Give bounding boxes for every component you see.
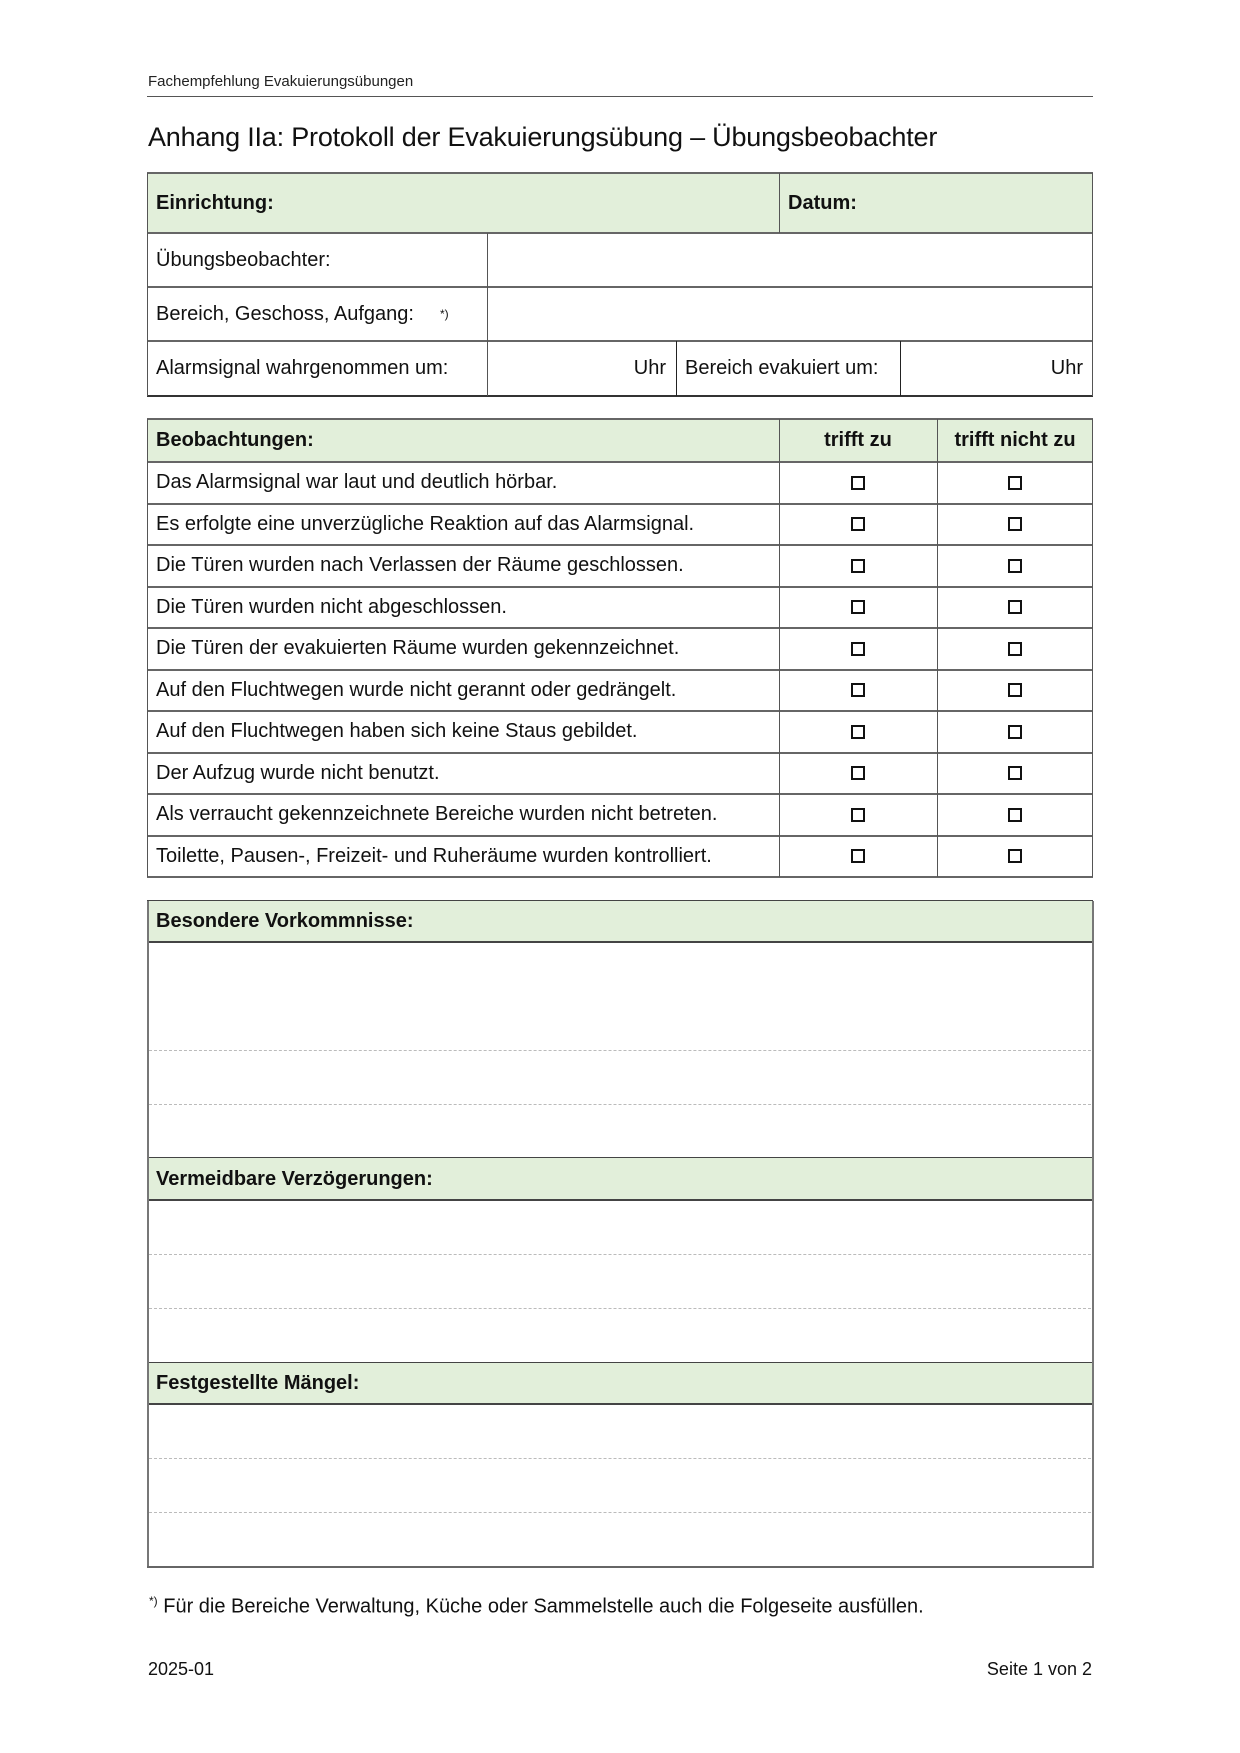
trifft-zu-checkbox[interactable] — [851, 559, 865, 573]
footnote-marker: *) — [149, 1594, 158, 1608]
trifft-nicht-zu-checkbox[interactable] — [1008, 683, 1022, 697]
trifft-nicht-zu-checkbox[interactable] — [1008, 642, 1022, 656]
trifft-zu-checkbox[interactable] — [851, 808, 865, 822]
remarks-section-title: Vermeidbare Verzögerungen: — [156, 1167, 433, 1190]
evakuiert-label-cell — [676, 341, 900, 396]
trifft-zu-cell — [779, 504, 937, 546]
border — [1092, 173, 1093, 396]
remarks-section-header — [147, 901, 1093, 942]
observation-text: Auf den Fluchtwegen haben sich keine Staus gebildet. — [156, 720, 638, 743]
page-title: Anhang IIa: Protokoll der Evakuierungsübung – Übungsbeobachter — [148, 122, 938, 152]
border — [1092, 901, 1094, 1568]
trifft-nicht-zu-cell — [937, 628, 1093, 670]
trifft-nicht-zu-cell — [937, 587, 1093, 629]
border — [147, 876, 1093, 878]
trifft-nicht-zu-checkbox[interactable] — [1008, 517, 1022, 531]
dashed-divider — [149, 1458, 1091, 1459]
observation-text: Die Türen wurden nach Verlassen der Räume geschlossen. — [156, 554, 684, 577]
col-yes-label: trifft zu — [824, 429, 892, 451]
observation-text-cell — [147, 670, 779, 712]
remarks-section-header — [147, 1363, 1093, 1404]
trifft-zu-cell — [779, 587, 937, 629]
trifft-zu-cell — [779, 711, 937, 753]
trifft-nicht-zu-cell — [937, 670, 1093, 712]
footnote — [148, 1594, 924, 1619]
trifft-zu-cell — [779, 670, 937, 712]
trifft-zu-checkbox[interactable] — [851, 517, 865, 531]
footnote-text: Für die Bereiche Verwaltung, Küche oder Sammelstelle auch die Folgeseite ausfüllen. — [163, 1595, 924, 1618]
einrichtung-label-cell[interactable] — [147, 173, 779, 233]
trifft-nicht-zu-cell — [937, 711, 1093, 753]
border — [676, 341, 677, 396]
footer-page-number: Seite 1 von 2 — [986, 1659, 1092, 1679]
observation-text-cell — [147, 504, 779, 546]
border — [147, 418, 1093, 420]
observation-text-cell — [147, 587, 779, 629]
trifft-zu-checkbox[interactable] — [851, 766, 865, 780]
trifft-nicht-zu-checkbox[interactable] — [1008, 476, 1022, 490]
border — [147, 232, 1093, 234]
observation-text-cell — [147, 836, 779, 878]
border — [147, 1566, 1093, 1568]
observation-text: Die Türen wurden nicht abgeschlossen. — [156, 595, 507, 618]
evakuiert-time-input[interactable] — [900, 341, 1093, 396]
footnote-marker: *) — [439, 307, 449, 321]
remarks-input-line[interactable] — [149, 1458, 1091, 1512]
observation-text: Die Türen der evakuierten Räume wurden gekennzeichnet. — [156, 637, 680, 660]
trifft-nicht-zu-checkbox[interactable] — [1008, 725, 1022, 739]
border — [779, 173, 780, 233]
trifft-zu-cell — [779, 753, 937, 795]
dashed-divider — [149, 1104, 1091, 1105]
observation-text: Das Alarmsignal war laut und deutlich hörbar. — [156, 471, 558, 494]
border — [900, 341, 901, 396]
trifft-nicht-zu-checkbox[interactable] — [1008, 766, 1022, 780]
col-header-yes — [779, 419, 937, 462]
observation-text: Auf den Fluchtwegen wurde nicht gerannt oder gedrängelt. — [156, 678, 677, 701]
remarks-input-line[interactable] — [149, 1104, 1091, 1158]
observation-text-cell — [147, 462, 779, 504]
remarks-section-title: Besondere Vorkommnisse: — [156, 910, 414, 932]
alarm-time-input[interactable] — [487, 341, 676, 396]
beobachter-label: Übungsbeobachter: — [156, 248, 331, 271]
trifft-zu-checkbox[interactable] — [851, 642, 865, 656]
footer-version: 2025-01 — [148, 1659, 215, 1679]
beobachter-input[interactable] — [487, 233, 1093, 287]
observation-text-cell — [147, 753, 779, 795]
remarks-input-line[interactable] — [149, 1050, 1091, 1104]
trifft-zu-checkbox[interactable] — [851, 683, 865, 697]
trifft-zu-cell — [779, 628, 937, 670]
alarm-label: Alarmsignal wahrgenommen um: — [156, 357, 449, 379]
einrichtung-label: Einrichtung: — [156, 191, 274, 214]
border — [937, 419, 938, 877]
border — [147, 901, 149, 1568]
observation-text: Als verraucht gekennzeichnete Bereiche wurden nicht betreten. — [156, 803, 718, 826]
remarks-input-line[interactable] — [149, 1308, 1091, 1363]
observations-header — [147, 419, 779, 462]
border — [1092, 419, 1093, 877]
border — [147, 286, 1093, 288]
trifft-zu-checkbox[interactable] — [851, 600, 865, 614]
trifft-zu-checkbox[interactable] — [851, 476, 865, 490]
col-no-label: trifft nicht zu — [954, 429, 1076, 451]
evakuiert-label: Bereich evakuiert um: — [685, 357, 879, 379]
observations-header-label: Beobachtungen: — [156, 429, 314, 451]
border — [487, 233, 488, 396]
border — [147, 173, 148, 396]
alarm-unit: Uhr — [633, 357, 666, 379]
trifft-nicht-zu-cell — [937, 504, 1093, 546]
border — [147, 461, 1093, 463]
trifft-nicht-zu-cell — [937, 545, 1093, 587]
remarks-section-header — [147, 1158, 1093, 1200]
observation-text: Es erfolgte eine unverzügliche Reaktion auf das Alarmsignal. — [156, 512, 695, 535]
bereich-label-cell — [147, 287, 487, 341]
observation-text-cell — [147, 628, 779, 670]
datum-label: Datum: — [788, 191, 857, 214]
bereich-input[interactable] — [487, 287, 1093, 341]
border — [147, 172, 1093, 174]
dashed-divider — [149, 1254, 1091, 1255]
remarks-input-line[interactable] — [149, 1512, 1091, 1567]
trifft-zu-cell — [779, 836, 937, 878]
border — [147, 419, 148, 877]
bereich-label: Bereich, Geschoss, Aufgang: — [156, 302, 414, 325]
remarks-input-line[interactable] — [149, 1254, 1091, 1308]
trifft-nicht-zu-cell — [937, 753, 1093, 795]
header-divider — [147, 96, 1093, 97]
observation-text: Toilette, Pausen-, Freizeit- und Ruheräume wurden kontrolliert. — [156, 844, 712, 867]
trifft-nicht-zu-checkbox[interactable] — [1008, 849, 1022, 863]
trifft-zu-checkbox[interactable] — [851, 725, 865, 739]
trifft-zu-checkbox[interactable] — [851, 849, 865, 863]
trifft-nicht-zu-cell — [937, 794, 1093, 836]
datum-label-cell[interactable] — [779, 173, 1093, 233]
running-header: Fachempfehlung Evakuierungsübungen — [148, 73, 414, 90]
beobachter-label-cell — [147, 233, 487, 287]
remarks-input-line[interactable] — [149, 1404, 1091, 1458]
dashed-divider — [149, 1512, 1091, 1513]
observation-text-cell — [147, 711, 779, 753]
col-header-no — [937, 419, 1093, 462]
observation-text-cell — [147, 794, 779, 836]
trifft-nicht-zu-checkbox[interactable] — [1008, 600, 1022, 614]
trifft-zu-cell — [779, 545, 937, 587]
border — [779, 419, 780, 877]
observation-text-cell — [147, 545, 779, 587]
border — [147, 340, 1093, 342]
trifft-zu-cell — [779, 794, 937, 836]
alarm-label-cell — [147, 341, 487, 396]
trifft-nicht-zu-checkbox[interactable] — [1008, 559, 1022, 573]
border — [147, 395, 1093, 397]
observation-text: Der Aufzug wurde nicht benutzt. — [156, 761, 440, 784]
trifft-nicht-zu-cell — [937, 836, 1093, 878]
remarks-section-title: Festgestellte Mängel: — [156, 1372, 360, 1394]
dashed-divider — [149, 1308, 1091, 1309]
remarks-input-line[interactable] — [149, 1200, 1091, 1254]
trifft-zu-cell — [779, 462, 937, 504]
trifft-nicht-zu-cell — [937, 462, 1093, 504]
dashed-divider — [149, 1050, 1091, 1051]
remarks-input-line[interactable] — [149, 942, 1091, 1050]
evakuiert-unit: Uhr — [1050, 357, 1083, 379]
trifft-nicht-zu-checkbox[interactable] — [1008, 808, 1022, 822]
